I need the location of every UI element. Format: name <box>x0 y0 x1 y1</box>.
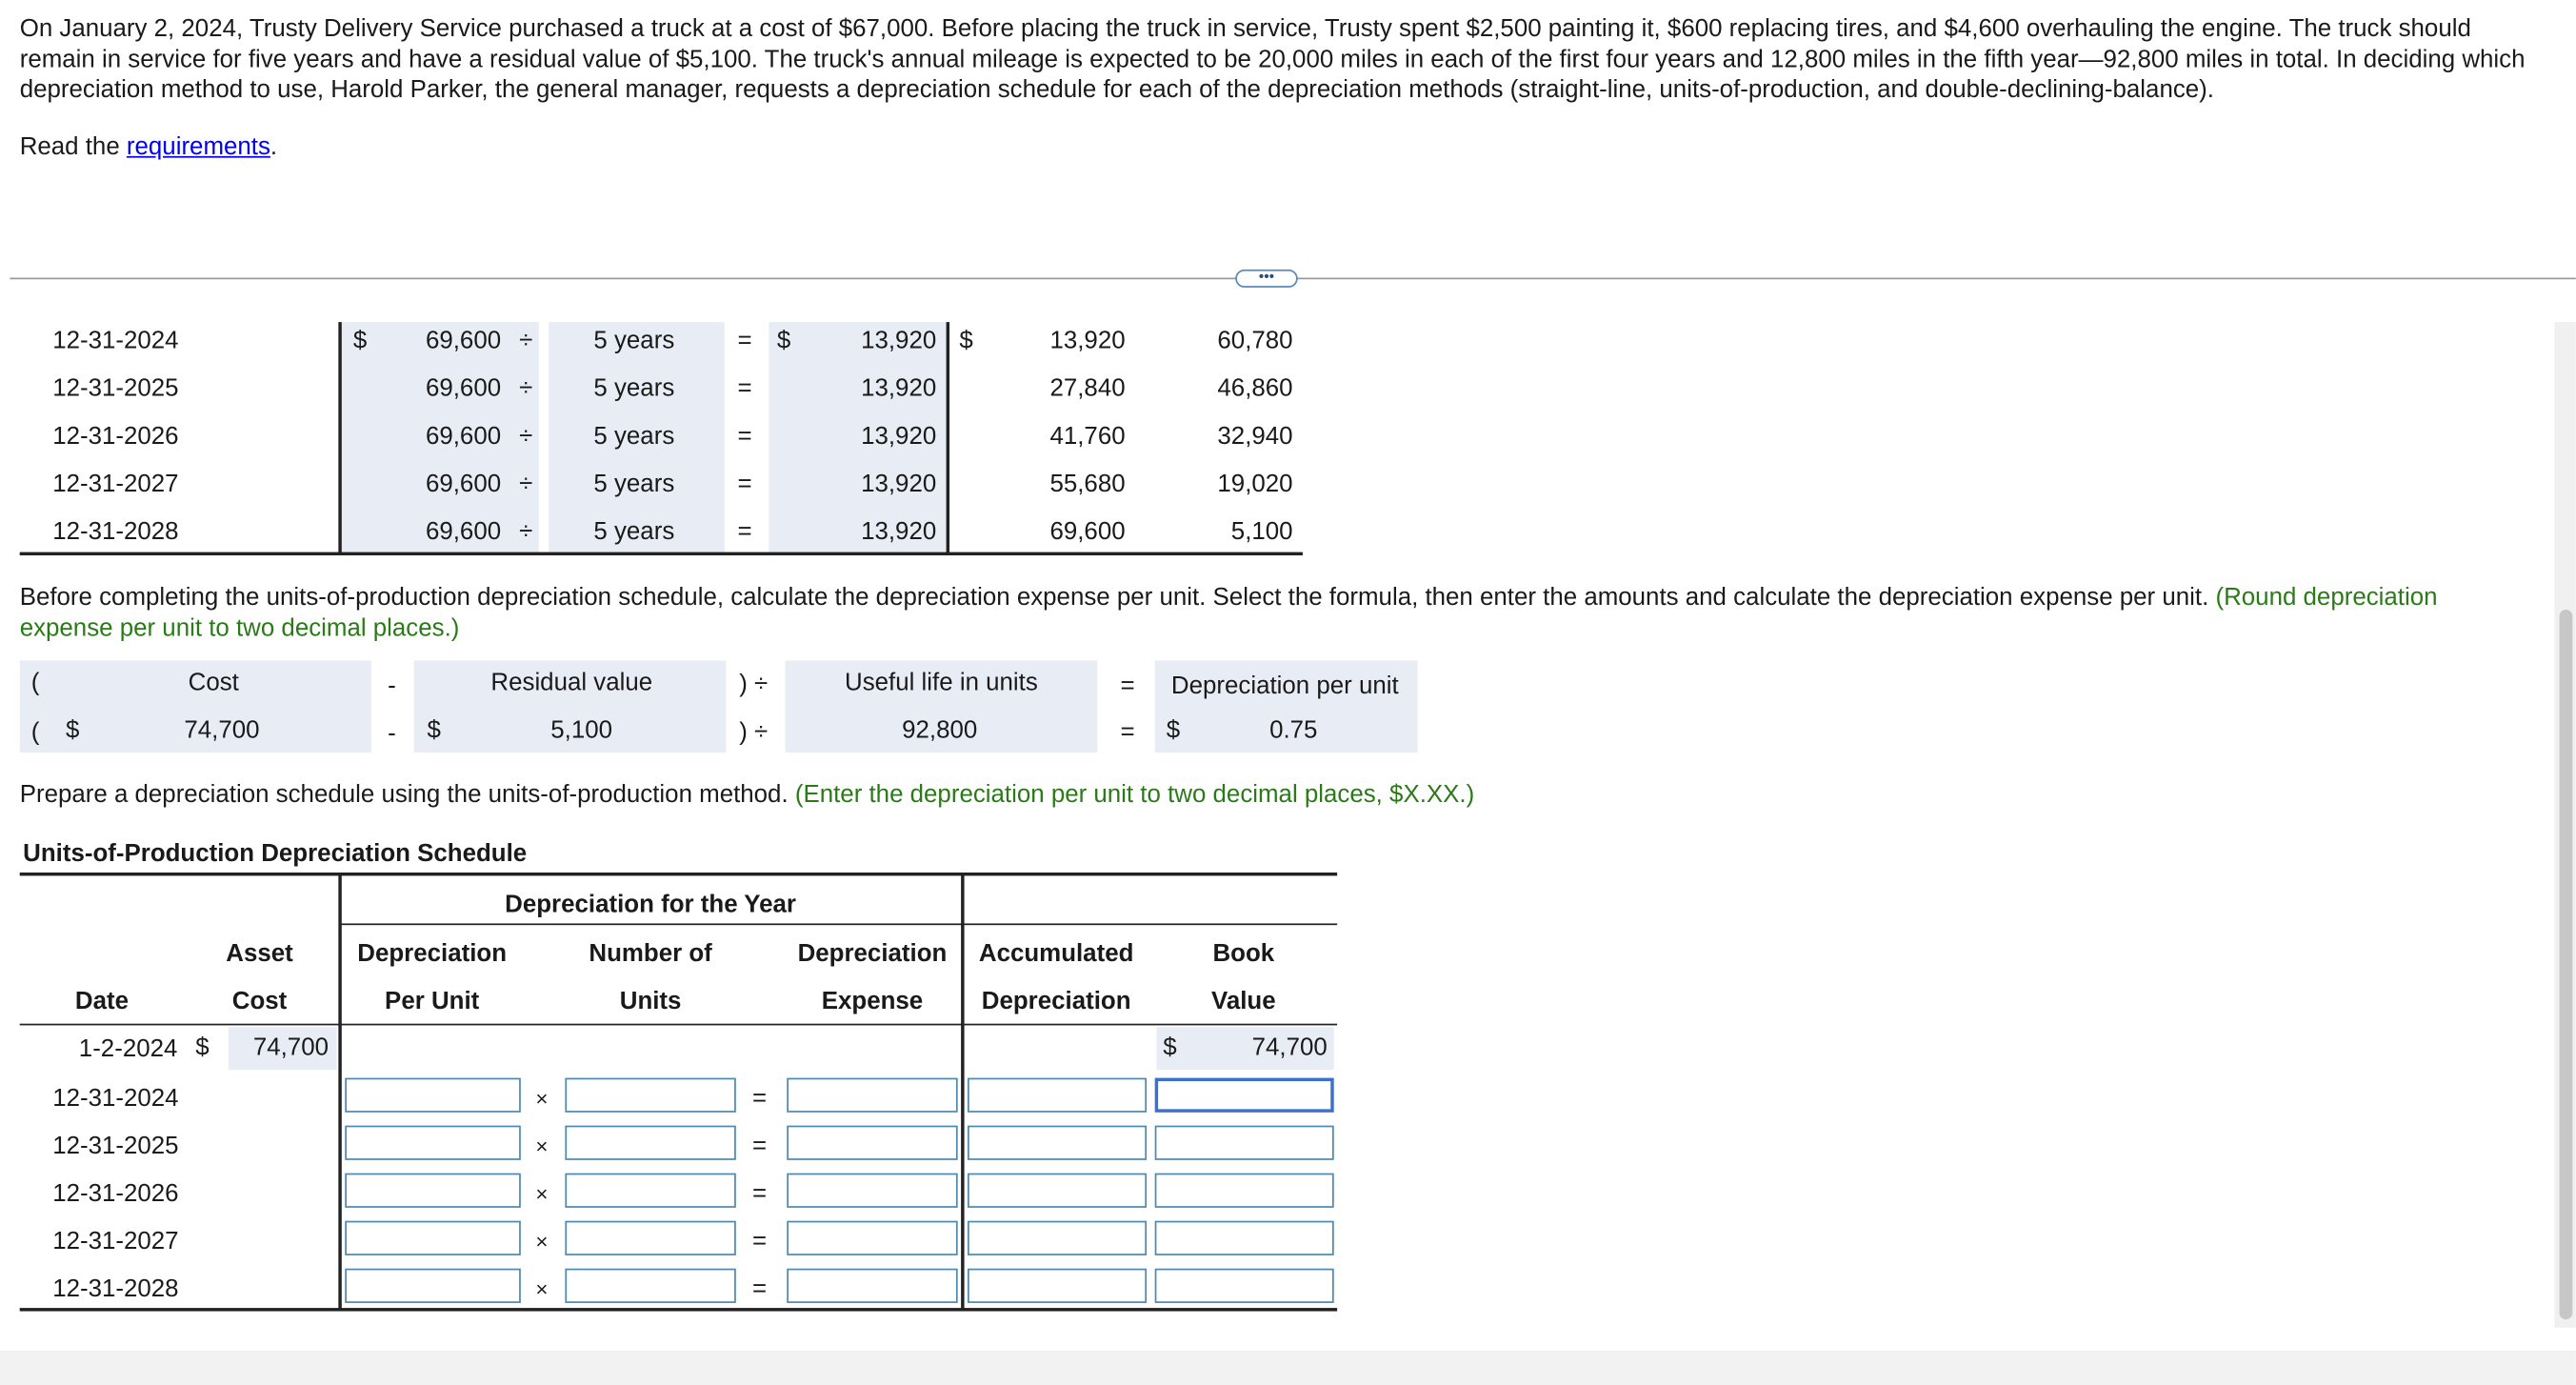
uop-first-book: 74,700 <box>1251 1034 1328 1062</box>
pu-result-dollar: $ <box>1166 716 1181 745</box>
sl-expense: 13,920 <box>861 374 937 403</box>
uop-instruction-text: Prepare a depreciation schedule using the units-of-production method. <box>19 780 789 809</box>
units-input[interactable] <box>565 1221 735 1255</box>
units-input[interactable] <box>565 1126 735 1160</box>
sl-accumulated: 27,840 <box>1049 374 1126 403</box>
uop-header-asset-2: Cost <box>231 987 288 1016</box>
sl-life: 5 years <box>593 327 675 355</box>
uop-group-rule <box>340 923 1337 925</box>
scrollbar-thumb[interactable] <box>2560 610 2573 1319</box>
pu-minus: - <box>388 672 396 700</box>
uop-first-dollar: $ <box>195 1034 210 1062</box>
sl-base: 69,600 <box>425 470 502 498</box>
read-requirements <box>20 133 277 161</box>
uop-bottom-rule <box>20 1308 1337 1311</box>
equals-sign: = <box>752 1179 768 1208</box>
sl-divide: ÷ <box>519 422 533 451</box>
requirements-link[interactable]: requirements <box>126 132 270 162</box>
sl-equals: = <box>737 470 752 498</box>
uop-header-date: Date <box>74 987 129 1016</box>
expense-input[interactable] <box>787 1078 957 1113</box>
sl-equals: = <box>737 374 752 403</box>
sl-divide: ÷ <box>519 470 533 498</box>
uop-row-date: 12-31-2028 <box>52 1275 179 1303</box>
sl-accumulated: 41,760 <box>1049 422 1126 451</box>
accumulated-input[interactable] <box>968 1078 1147 1113</box>
times-sign: × <box>535 1181 549 1207</box>
times-sign: × <box>535 1134 549 1159</box>
equals-sign: = <box>752 1275 768 1303</box>
more-button[interactable]: ••• <box>1235 270 1298 288</box>
sl-life: 5 years <box>593 470 675 498</box>
sl-divide: ÷ <box>519 374 533 403</box>
uop-first-date: 1-2-2024 <box>78 1034 178 1064</box>
sl-date: 12-31-2027 <box>52 470 179 498</box>
sl-divide: ÷ <box>519 327 533 355</box>
units-input[interactable] <box>565 1269 735 1303</box>
pu-minus-2: - <box>388 719 396 748</box>
pu-equals: = <box>1120 672 1135 700</box>
read-suffix: . <box>270 132 278 162</box>
sl-divide: ÷ <box>519 517 533 546</box>
sl-base: 69,600 <box>425 374 502 403</box>
sl-equals: = <box>737 517 752 546</box>
sl-equals: = <box>737 327 752 355</box>
uop-divider-left <box>338 874 341 1310</box>
dpu-input[interactable] <box>345 1221 521 1255</box>
sl-date: 12-31-2028 <box>52 517 179 546</box>
units-input[interactable] <box>565 1174 735 1208</box>
uop-header-dpu-1: Depreciation <box>357 939 508 969</box>
equals-sign: = <box>752 1227 768 1255</box>
pu-cost-value[interactable]: 74,700 <box>184 716 260 745</box>
book-value-input[interactable] <box>1155 1269 1334 1303</box>
pu-close-divide-2: ) ÷ <box>739 717 769 747</box>
sl-date: 12-31-2026 <box>52 422 179 451</box>
book-value-input[interactable] <box>1155 1126 1334 1160</box>
sl-base: 69,600 <box>425 422 502 451</box>
uop-row-date: 12-31-2026 <box>52 1179 179 1208</box>
pu-result-label: Depreciation per unit <box>1170 672 1399 700</box>
uop-header-acc-1: Accumulated <box>978 939 1134 969</box>
bottom-bar <box>0 1351 2576 1385</box>
uop-header-acc-2: Depreciation <box>981 987 1131 1016</box>
sl-expense: 13,920 <box>861 470 937 498</box>
sl-equals: = <box>737 422 752 451</box>
sl-life: 5 years <box>593 422 675 451</box>
equals-sign: = <box>752 1084 768 1113</box>
pu-cost-dollar: $ <box>66 716 80 745</box>
uop-header-units-1: Number of <box>589 939 712 969</box>
pu-life-value[interactable]: 92,800 <box>902 716 978 745</box>
sl-exp-dollar: $ <box>776 327 791 355</box>
dpu-input[interactable] <box>345 1126 521 1160</box>
expense-input[interactable] <box>787 1126 957 1160</box>
uop-header-exp-1: Depreciation <box>797 939 948 969</box>
book-value-input[interactable] <box>1155 1221 1334 1255</box>
pu-life-label: Useful life in units <box>845 669 1038 697</box>
accumulated-input[interactable] <box>968 1269 1147 1303</box>
uop-header-book-2: Value <box>1210 987 1276 1016</box>
units-input[interactable] <box>565 1078 735 1113</box>
per-unit-instruction-text: Before completing the units-of-production depreciation schedule, calculate the depreciation expense per unit. Select the formula, then enter the amounts and calculate the depreciation expense per unit. <box>19 583 2209 612</box>
uop-header-book-1: Book <box>1212 939 1275 969</box>
sl-life: 5 years <box>593 517 675 546</box>
times-sign: × <box>535 1086 549 1112</box>
dpu-input[interactable] <box>345 1269 521 1303</box>
dpu-input[interactable] <box>345 1174 521 1208</box>
book-value-input[interactable] <box>1155 1174 1334 1208</box>
sl-base: 69,600 <box>425 327 502 355</box>
uop-hint: (Enter the depreciation per unit to two decimal places, $X.XX.) <box>794 780 1475 809</box>
uop-schedule-title: Units-of-Production Depreciation Schedule <box>23 839 528 868</box>
sl-divider-left <box>338 322 341 553</box>
uop-header-units-2: Units <box>619 987 682 1016</box>
sl-book-value: 32,940 <box>1217 422 1293 451</box>
sl-book-value: 5,100 <box>1230 517 1293 546</box>
per-unit-hint: (Round depreciation expense per unit to two decimal places.) <box>19 583 2438 643</box>
pu-cost-label: Cost <box>188 669 239 697</box>
uop-header-exp-2: Expense <box>821 987 924 1016</box>
sl-accumulated: 55,680 <box>1049 470 1126 498</box>
pu-equals-2: = <box>1120 717 1135 747</box>
uop-row-date: 12-31-2025 <box>52 1132 179 1160</box>
sl-base: 69,600 <box>425 517 502 546</box>
expense-input[interactable] <box>787 1269 957 1303</box>
sl-expense: 13,920 <box>861 327 937 355</box>
sl-expense: 13,920 <box>861 517 937 546</box>
sl-book-value: 19,020 <box>1217 470 1293 498</box>
uop-header-dpu-2: Per Unit <box>385 987 480 1016</box>
pu-close-divide: ) ÷ <box>739 670 769 699</box>
uop-header-asset-1: Asset <box>226 939 293 969</box>
sl-date: 12-31-2024 <box>52 327 179 355</box>
times-sign: × <box>535 1229 549 1255</box>
sl-acc-dollar: $ <box>959 327 973 355</box>
pu-open-paren: ( <box>30 669 40 697</box>
pu-result-value[interactable]: 0.75 <box>1269 716 1318 745</box>
uop-first-cost: 74,700 <box>252 1034 329 1062</box>
pu-residual-label: Residual value <box>490 669 653 697</box>
vertical-scrollbar[interactable] <box>2554 322 2575 1328</box>
read-prefix: Read the <box>19 132 127 162</box>
sl-life: 5 years <box>593 374 675 403</box>
uop-top-rule <box>20 873 1337 875</box>
sl-divider-mid <box>947 322 949 553</box>
uop-instruction <box>20 779 2485 811</box>
accumulated-input[interactable] <box>968 1126 1147 1160</box>
sl-accumulated: 69,600 <box>1049 517 1126 546</box>
sl-book-value: 46,860 <box>1217 374 1293 403</box>
sl-date: 12-31-2025 <box>52 374 179 403</box>
sl-dollar: $ <box>352 327 368 355</box>
pu-open-paren-2: ( <box>30 717 40 747</box>
uop-first-book-dollar: $ <box>1163 1034 1177 1062</box>
uop-header-rule <box>20 1024 1337 1026</box>
accumulated-input[interactable] <box>968 1174 1147 1208</box>
book-value-input[interactable] <box>1155 1078 1334 1113</box>
uop-row-date: 12-31-2027 <box>52 1227 179 1255</box>
times-sign: × <box>535 1276 549 1302</box>
expense-input[interactable] <box>787 1221 957 1255</box>
uop-row-date: 12-31-2024 <box>52 1084 179 1113</box>
expense-input[interactable] <box>787 1174 957 1208</box>
pu-residual-value[interactable]: 5,100 <box>550 716 613 745</box>
equals-sign: = <box>752 1132 768 1160</box>
sl-expense: 13,920 <box>861 422 937 451</box>
accumulated-input[interactable] <box>968 1221 1147 1255</box>
uop-group-header: Depreciation for the Year <box>505 890 797 919</box>
sl-accumulated: 13,920 <box>1049 327 1126 355</box>
pu-residual-dollar: $ <box>427 716 441 745</box>
sl-bottom-rule <box>20 552 1303 555</box>
dpu-input[interactable] <box>345 1078 521 1113</box>
sl-book-value: 60,780 <box>1217 327 1293 355</box>
per-unit-instruction <box>20 582 2485 645</box>
problem-statement: On January 2, 2024, Trusty Delivery Service purchased a truck at a cost of $67,000. Before placing the truck in service, Trusty spent $2,500 painting it, $600 replacing tires, and $4,600 overhauling the engine. The truck should remain in service for five years and have a residual value of $5,100. The truck's annual mileage is expected to be 20,000 miles in each of the first four years and 12,800 miles in the fifth year—92,800 miles in total. In deciding which depreciation method to use, Harold Parker, the general manager, requests a depreciation schedule for each of the depreciation methods (straight-line, units-of-production, and double-declining-balance). <box>19 14 2526 104</box>
